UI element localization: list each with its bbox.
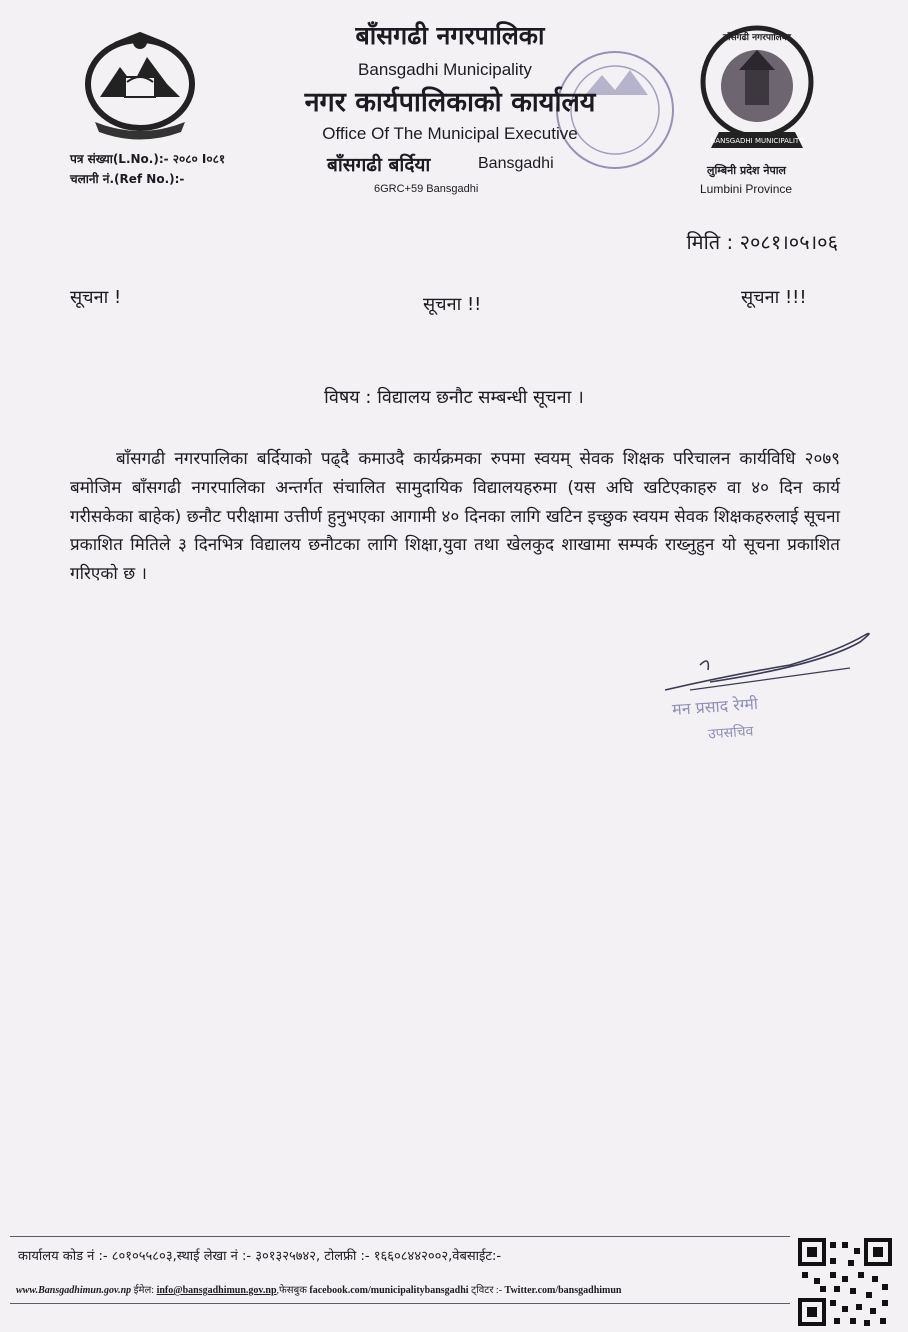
notice-heading-3: सूचना !!! (741, 287, 807, 308)
nepal-emblem-icon (75, 22, 205, 142)
footer-twitter-label: ट्विटर :- (471, 1285, 503, 1296)
qr-code-icon[interactable] (798, 1238, 893, 1328)
municipality-emblem-icon (695, 20, 825, 165)
location-en: Bansgadhi (478, 155, 554, 172)
footer-facebook-label: ,फेसबुक (276, 1285, 307, 1296)
document-date: मिति : २०८१।०५।०६ (686, 230, 838, 254)
emblem-banner-text: BANSGADHI MUNICIPALITY (710, 137, 804, 145)
notice-heading-2: सूचना !! (423, 294, 482, 315)
office-name-en: Office Of The Municipal Executive (322, 124, 578, 143)
province-np: लुम्बिनी प्रदेश नेपाल (707, 164, 787, 177)
footer-twitter[interactable]: Twitter.com/bansgadhimun (504, 1285, 622, 1296)
reference-number: चलानी नं.(Ref No.):- (70, 172, 185, 186)
footer-contact (16, 1282, 622, 1296)
footer-website[interactable]: www.Bansgadhimun.gov.np (16, 1285, 132, 1296)
footer-facebook[interactable]: facebook.com/municipalitybansgadhi (309, 1285, 469, 1296)
province-en: Lumbini Province (700, 182, 793, 196)
notice-heading-1: सूचना ! (70, 287, 122, 308)
location-np: बाँसगढी बर्दिया (327, 154, 431, 176)
emblem-top-text: बाँसगढी नगरपालिका (722, 33, 792, 43)
municipality-name-np: बाँसगढी नगरपालिका (355, 21, 545, 50)
plus-code: 6GRC+59 Bansgadhi (374, 183, 479, 195)
footer-email[interactable]: info@bansgadhimun.gov.np (156, 1285, 277, 1296)
signatory-title: उपसचिव (707, 723, 754, 743)
signatory-name: मन प्रसाद रेग्मी (671, 694, 759, 719)
notice-body: बाँसगढी नगरपालिका बर्दियाको पढ्दै कमाउदै कार्यक्रमका रुपमा स्वयम् सेवक शिक्षक परिचालन कार्यविधि २०७९ बमोजिम बाँसगढी नगरपालिका अन्तर्गत संचालित सामुदायिक विद्यालयहरुमा (यस अघि खटिएकाहरु वा ४० दिन कार्य गरीसकेका बाहेक) छनौट परीक्षामा उत्तीर्ण हुनुभएका आगामी ४० दिनका लागि खटिन इच्छुक स्वयम सेवक शिक्षकहरुलाई सूचना प्रकाशित मितिले ३ दिनभित्र विद्यालय छनौटका लागि शिक्षा,युवा तथा खेलकुद शाखामा सम्पर्क राख्नुहुन यो सूचना प्रकाशित गरिएको छ । (70, 449, 840, 585)
subject-line: विषय : विद्यालय छनौट सम्बन्धी सूचना । (324, 387, 584, 408)
office-name-np: नगर कार्यपालिकाको कार्यालय (304, 87, 596, 118)
footer-email-label: ईमेल: (133, 1285, 155, 1296)
footer-office-info: कार्यालय कोड नं :- ८०१०५५८०३,स्थाई लेखा नं :- ३०१३२५७४२, टोलफ्री :- १६६०८४४२००२,वेबसाईट:- (18, 1249, 502, 1264)
municipality-name-en: Bansgadhi Municipality (358, 60, 532, 79)
letter-number: पत्र संख्या(L.No.):- २०८० I०८१ (70, 152, 226, 166)
